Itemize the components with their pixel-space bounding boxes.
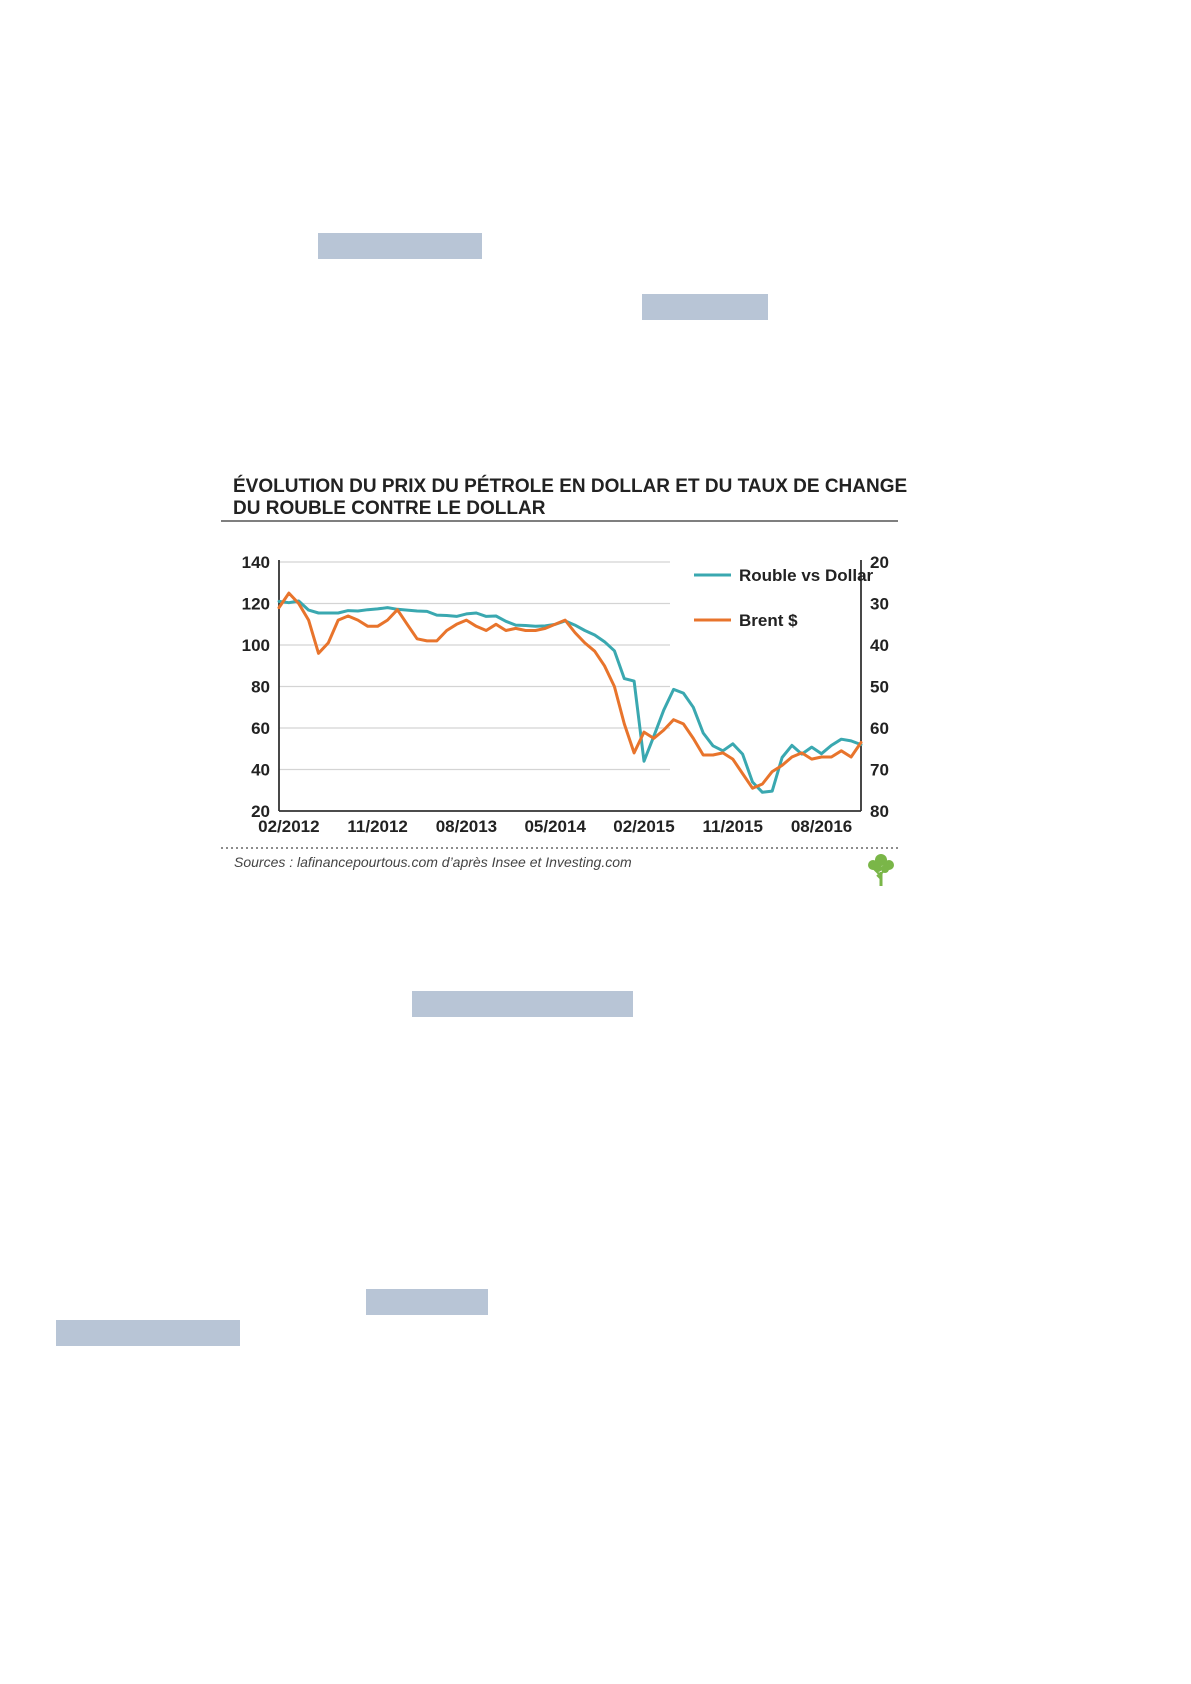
left-tick-label: 60 bbox=[251, 719, 270, 738]
right-tick-label: 70 bbox=[870, 760, 889, 780]
right-tick-label: 40 bbox=[870, 636, 889, 655]
tree-icon bbox=[868, 854, 894, 886]
right-tick-label: 50 bbox=[870, 677, 889, 697]
left-tick-label: 140 bbox=[241, 553, 270, 572]
left-tick-label: 100 bbox=[241, 636, 270, 655]
right-tick-label: 60 bbox=[870, 719, 889, 738]
grid-lines bbox=[279, 562, 670, 770]
right-tick-label: 80 bbox=[870, 802, 889, 821]
left-tick-label: 80 bbox=[251, 677, 270, 697]
left-tick-label: 20 bbox=[251, 802, 270, 821]
source-caption: Sources : lafinancepourtous.com d’après Insee et Investing.com bbox=[234, 854, 632, 870]
x-tick-label: 08/2016 bbox=[790, 817, 853, 836]
chart-title-line-1: ÉVOLUTION DU PRIX DU PÉTROLE EN DOLLAR ET DU TAUX DE CHANGE bbox=[233, 476, 908, 497]
chart-title-line-2: DU ROUBLE CONTRE LE DOLLAR bbox=[233, 498, 546, 519]
left-axis-ticks bbox=[242, 553, 270, 821]
left-tick-label: 40 bbox=[251, 760, 270, 780]
left-tick-label: 120 bbox=[241, 594, 270, 614]
right-axis-ticks bbox=[870, 553, 889, 821]
x-tick-label: 08/2013 bbox=[435, 817, 498, 836]
x-axis-ticks bbox=[258, 817, 852, 836]
chart-axes bbox=[279, 560, 861, 811]
x-tick-label: 11/2015 bbox=[702, 817, 764, 836]
chart-title bbox=[233, 475, 907, 519]
chart-legend bbox=[694, 566, 874, 630]
x-tick-label: 05/2014 bbox=[524, 817, 586, 836]
legend-label-rouble: Rouble vs Dollar bbox=[739, 566, 874, 585]
right-tick-label: 20 bbox=[870, 553, 889, 572]
x-tick-label: 02/2015 bbox=[613, 817, 675, 836]
x-tick-label: 11/2012 bbox=[347, 817, 408, 836]
x-tick-label: 02/2012 bbox=[258, 817, 320, 836]
right-tick-label: 30 bbox=[870, 594, 889, 614]
legend-label-brent: Brent $ bbox=[739, 611, 798, 630]
